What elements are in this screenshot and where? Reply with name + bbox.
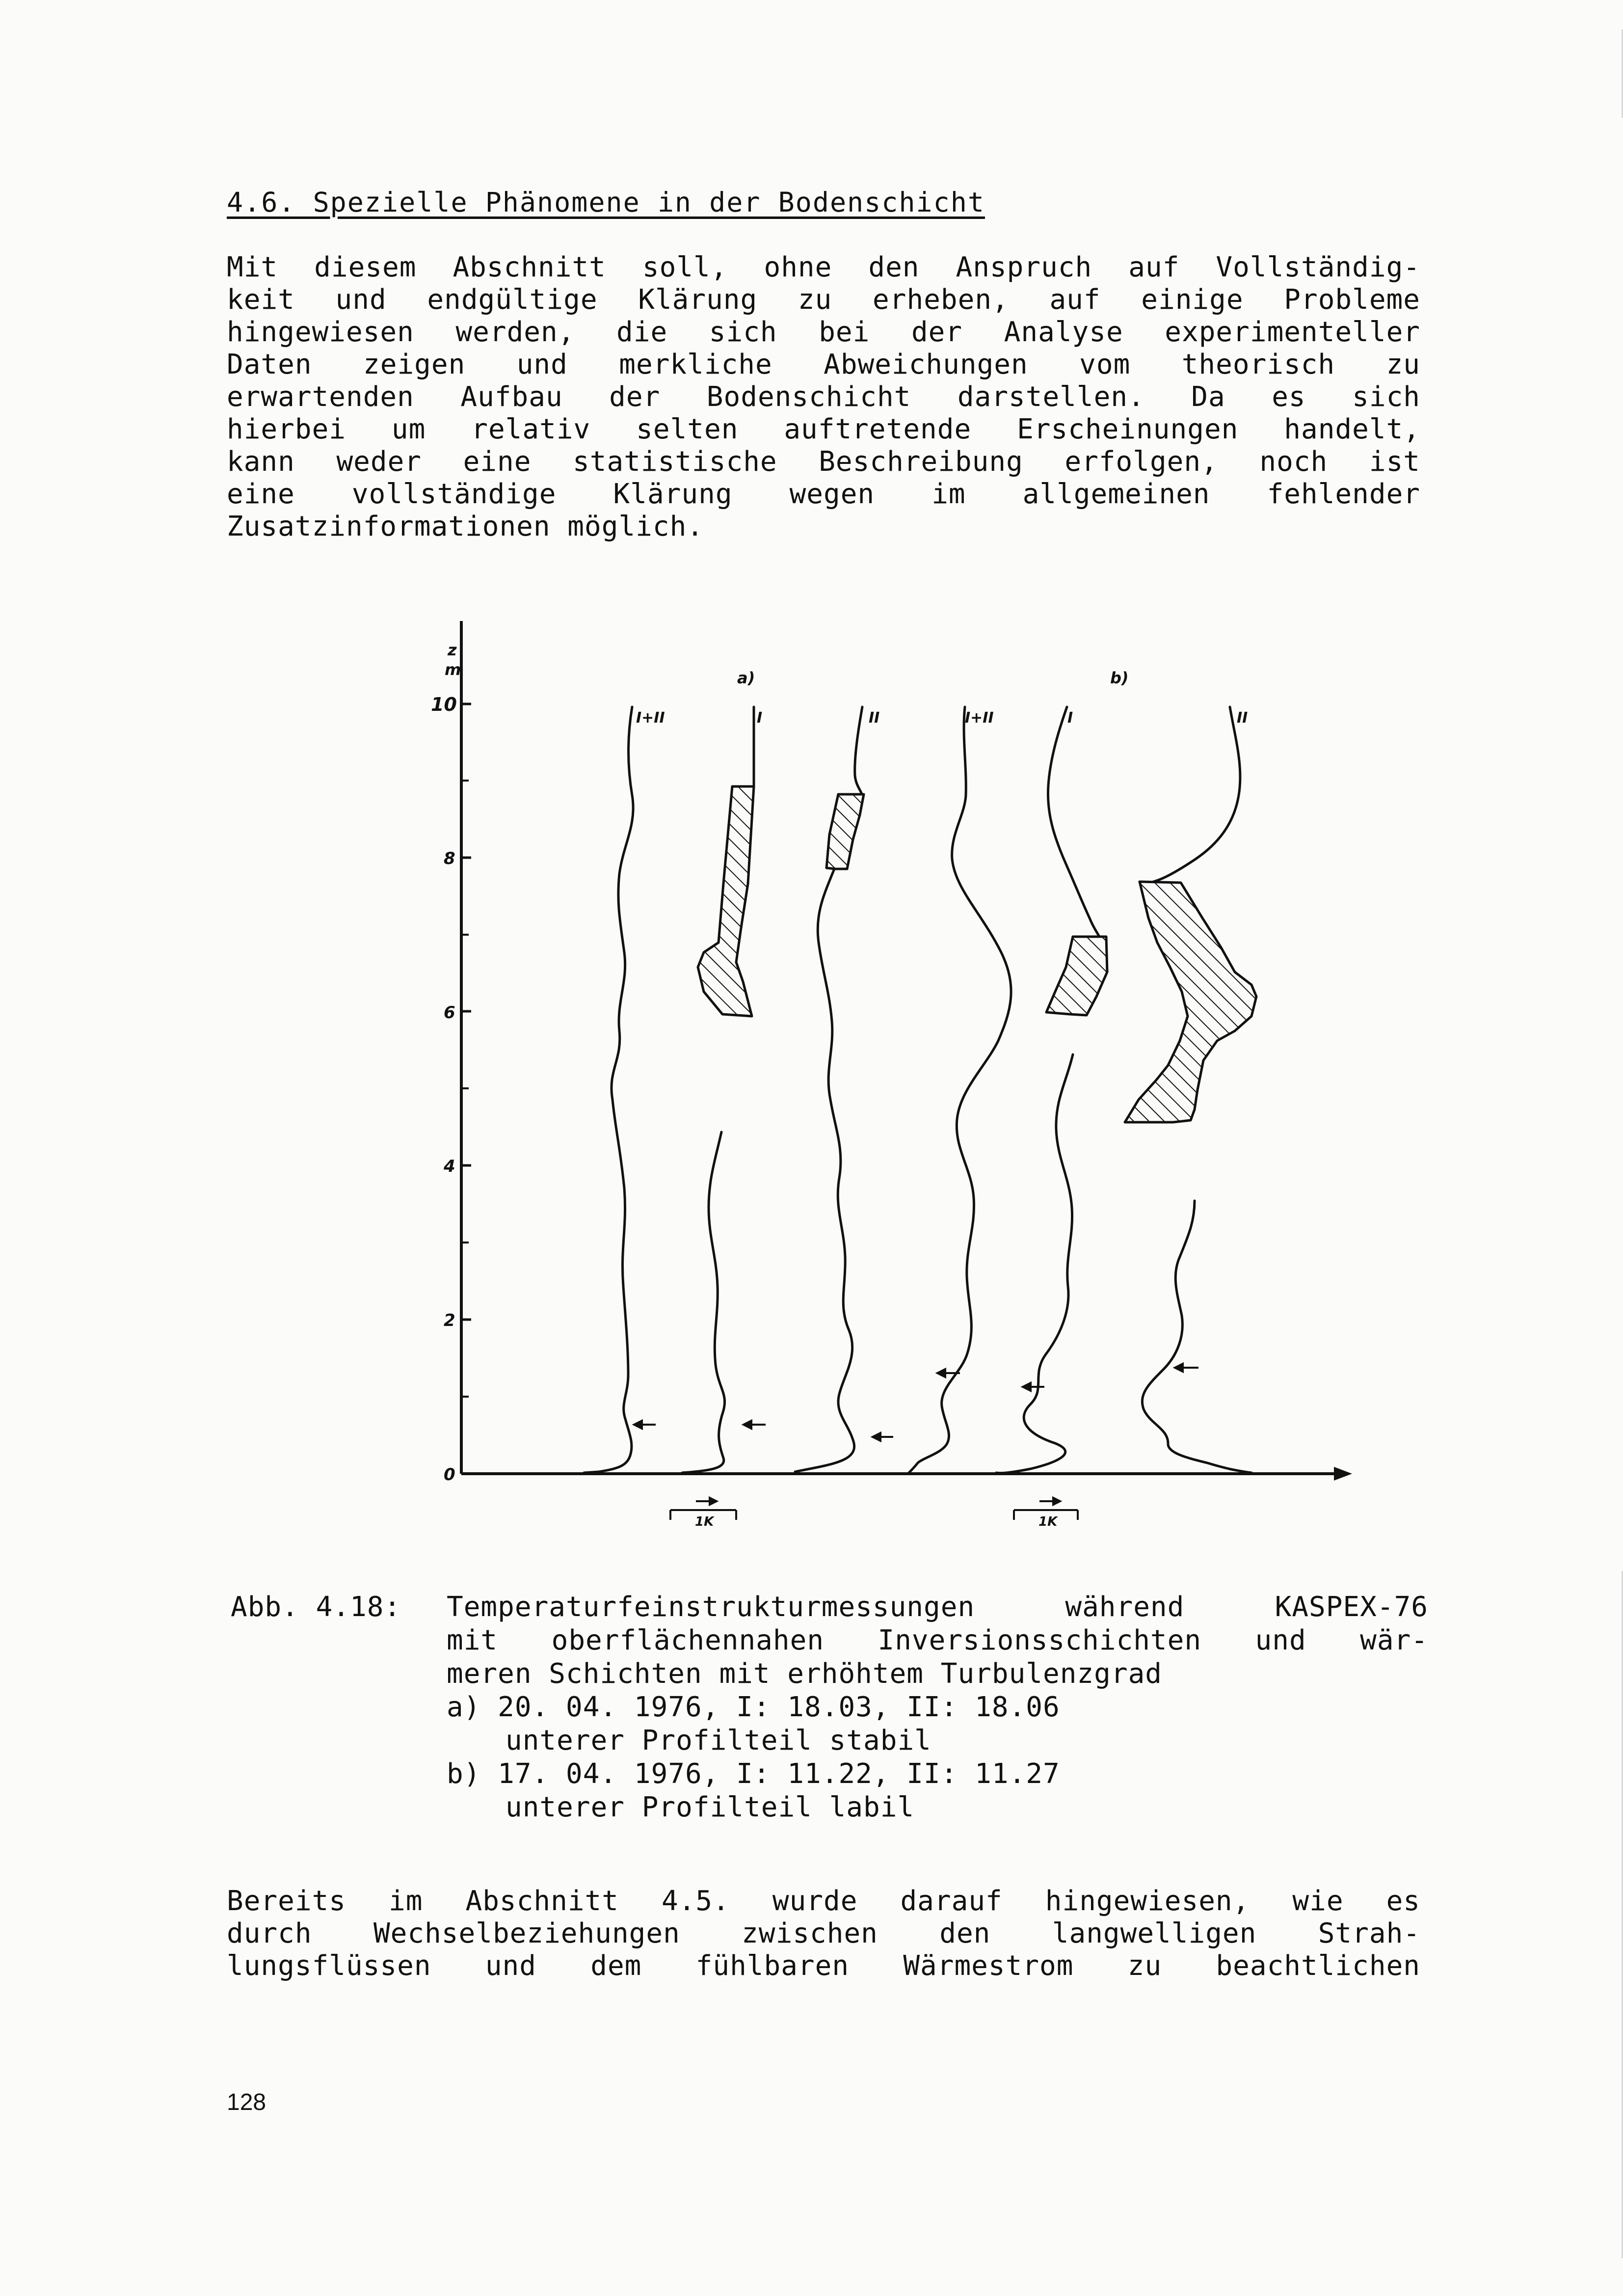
temperature-profile-figure (422, 609, 1364, 1541)
tick-label-10: 10 (431, 694, 457, 715)
profile-curve-a-II-upper (855, 707, 862, 794)
caption-label: Abb. 4.18: (231, 1591, 401, 1623)
text-line: kann weder eine statistische Beschreibung erfolgen, noch ist (227, 446, 1420, 478)
caption-line: mit oberflächennahen Inversionsschichten und wär- (447, 1624, 1428, 1656)
tick-label-6: 6 (444, 1003, 455, 1023)
profile-curve-a-I-lower (682, 1132, 725, 1473)
hatched-layer-b-II (1125, 882, 1256, 1122)
text-line: eine vollständige Klärung wegen im allgemeinen fehlender (227, 478, 1420, 510)
caption-line: b) 17. 04. 1976, I: 11.22, II: 11.27 (447, 1758, 1060, 1790)
text-line: Daten zeigen und merkliche Abweichungen vom theorisch zu (227, 349, 1420, 380)
arrow-marker-4 (937, 1369, 960, 1377)
scale-label-a: 1K (695, 1514, 714, 1529)
profile-curve-a-I-II (584, 707, 633, 1473)
arrow-marker-1 (634, 1421, 656, 1429)
text-line: durch Wechselbeziehungen zwischen den langwelligen Strah- (227, 1918, 1420, 1949)
text-line: keit und endgültige Klärung zu erheben, auf einige Probleme (227, 284, 1420, 316)
scale-label-b: 1K (1038, 1514, 1058, 1529)
arrow-marker-5 (1023, 1383, 1044, 1391)
profile-curve-b-I-II (909, 707, 1011, 1473)
profile-curve-b-I-lower (996, 1054, 1073, 1473)
text-line: erwartenden Aufbau der Bodenschicht darstellen. Da es sich (227, 381, 1420, 413)
hatched-layer-a-II (826, 794, 864, 869)
curve-label-4: I+II (965, 709, 994, 727)
y-tick-labels (431, 694, 457, 1485)
text-line: Zusatzinformationen möglich. (227, 511, 704, 542)
profile-curve-b-II-lower (1142, 1201, 1251, 1473)
intro-paragraph (227, 251, 1420, 543)
scale-bar-a (670, 1498, 736, 1529)
tick-label-8: 8 (444, 849, 455, 868)
panel-label-b: b) (1110, 669, 1129, 687)
caption-body (447, 1591, 1428, 1824)
axis-label-z: z (448, 641, 457, 659)
profile-curve-b-II-upper (1153, 707, 1240, 882)
arrow-marker-6 (1175, 1364, 1198, 1372)
figure-canvas (422, 609, 1364, 1541)
text-line: Mit diesem Abschnitt soll, ohne den Anspruch auf Vollständig- (227, 251, 1420, 283)
curve-label-5: I (1067, 709, 1073, 727)
x-axis-arrowhead (1334, 1467, 1352, 1481)
tick-label-2: 2 (444, 1311, 455, 1330)
body-paragraph (227, 1885, 1420, 1982)
tick-label-0: 0 (444, 1465, 455, 1485)
scale-bar-b (1014, 1498, 1078, 1529)
profile-curve-a-II-lower (795, 869, 854, 1472)
arrow-marker-2 (744, 1421, 766, 1429)
caption-line: meren Schichten mit erhöhtem Turbulenzgrad (447, 1658, 1163, 1690)
caption-line: unterer Profilteil labil (506, 1791, 915, 1823)
hatched-layer-a-I (698, 786, 754, 1016)
arrow-marker-3 (873, 1433, 893, 1441)
curve-label-1: I+II (636, 709, 665, 727)
caption-line: Temperaturfeinstrukturmessungen während KASPEX-76 (447, 1591, 1428, 1623)
tick-label-4: 4 (444, 1157, 455, 1176)
hatched-layer-b-I (1046, 937, 1107, 1015)
curve-label-6: II (1237, 709, 1248, 727)
caption-line: a) 20. 04. 1976, I: 18.03, II: 18.06 (447, 1691, 1060, 1723)
profile-curve-b-I-upper (1048, 707, 1099, 937)
section-heading: 4.6. Spezielle Phänomene in der Bodenschicht (227, 187, 985, 218)
curve-label-2: I (757, 709, 763, 727)
page-number: 128 (227, 2089, 266, 2115)
text-line: lungsflüssen und dem fühlbaren Wärmestrom zu beachtlichen (227, 1950, 1420, 1982)
panel-label-a: a) (737, 669, 755, 687)
text-line: hierbei um relativ selten auftretende Erscheinungen handelt, (227, 413, 1420, 445)
caption-line: unterer Profilteil stabil (506, 1725, 931, 1756)
text-line: hingewiesen werden, die sich bei der Analyse experimenteller (227, 316, 1420, 348)
axis-label-m: m (445, 660, 461, 679)
curve-label-3: II (869, 709, 880, 727)
text-line: Bereits im Abschnitt 4.5. wurde darauf hingewiesen, wie es (227, 1885, 1420, 1917)
